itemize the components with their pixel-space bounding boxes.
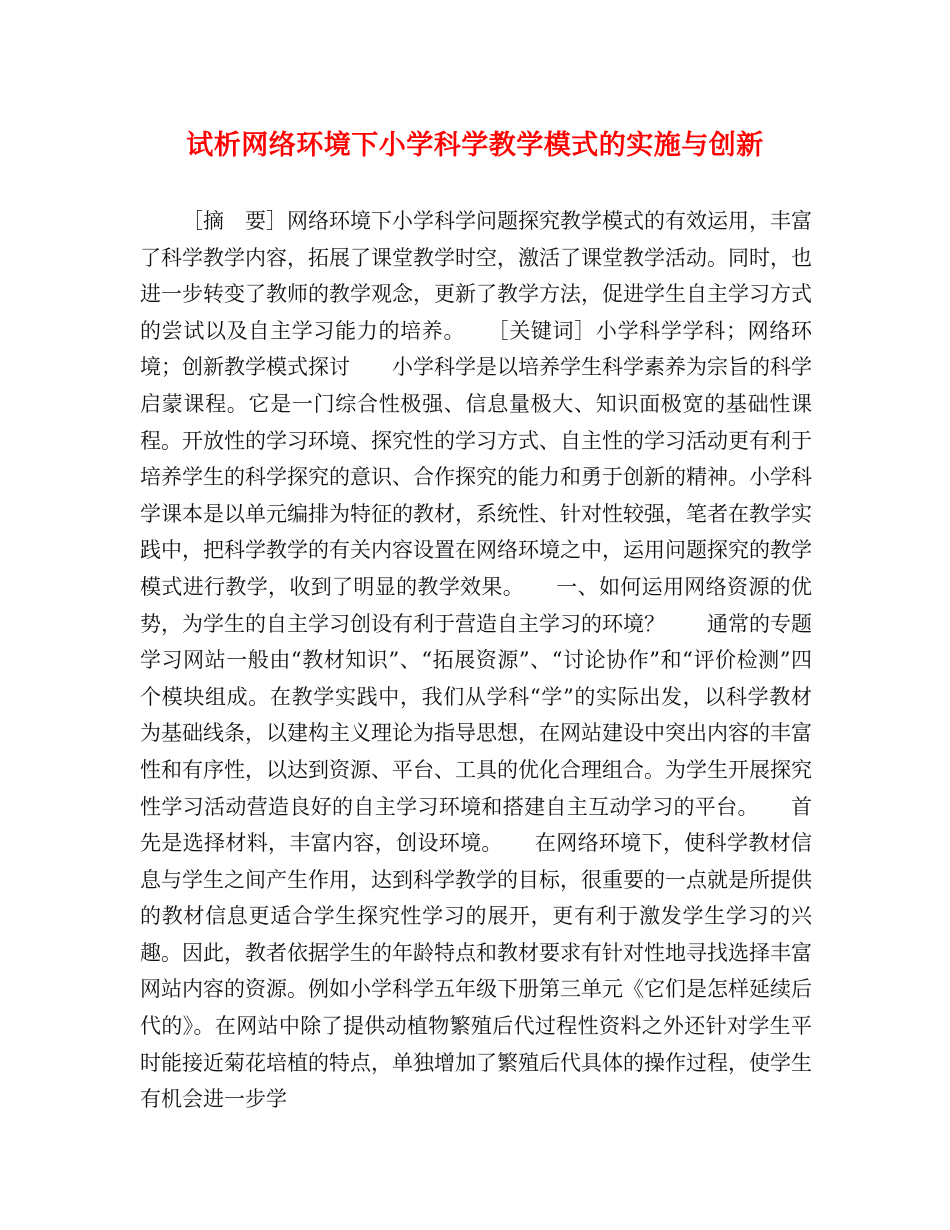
document-body: ［摘 要］网络环境下小学科学问题探究教学模式的有效运用，丰富了科学教学内容，拓展了课堂教学时空，激活了课堂教学活动。同时，也进一步转变了教师的教学观念，更新了教学方法，促进学生自主学习方式的尝试以及自主学习能力的培养。 ［关键词］小学科学学科；网络环境；创新教学模式探讨 小学科学是以培养学生科学素养为宗旨的科学启蒙课程。它是一门综合性极强、信息量极大、知识面极宽的基础性课程。开放性的学习环境、探究性的学习方式、自主性的学习活动更有利于培养学生的科学探究的意识、合作探究的能力和勇于创新的精神。小学科学课本是以单元编排为特征的教材，系统性、针对性较强，笔者在教学实践中，把科学教学的有关内容设置在网络环境之中，运用问题探究的教学模式进行教学，收到了明显的教学效果。 一、如何运用网络资源的优势，为学生的自主学习创设有利于营造自主学习的环境？ 通常的专题学习网站一般由“教材知识”、“拓展资源”、“讨论协作”和“评价检测”四个模块组成。在教学实践中，我们从学科“学”的实际出发，以科学教材为基础线条，以建构主义理论为指导思想，在网站建设中突出内容的丰富性和有序性，以达到资源、平台、工具的优化合理组合。为学生开展探究性学习活动营造良好的自主学习环境和搭建自主互动学习的平台。 首先是选择材料，丰富内容，创设环境。 在网络环境下，使科学教材信息与学生之间产生作用，达到科学教学的目标，很重要的一点就是所提供的教材信息更适合学生探究性学习的展开，更有利于激发学生学习的兴趣。因此，教者依据学生的年龄特点和教材要求有针对性地寻找选择丰富网站内容的资源。例如小学科学五年级下册第三单元《它们是怎样延续后代的》。在网站中除了提供动植物繁殖后代过程性资料之外还针对学生平时能接近菊花培植的特点，单独增加了繁殖后代具体的操作过程，使学生有机会进一步学 <box>140 209 812 1112</box>
document-title: 试析网络环境下小学科学教学模式的实施与创新 <box>186 130 764 161</box>
